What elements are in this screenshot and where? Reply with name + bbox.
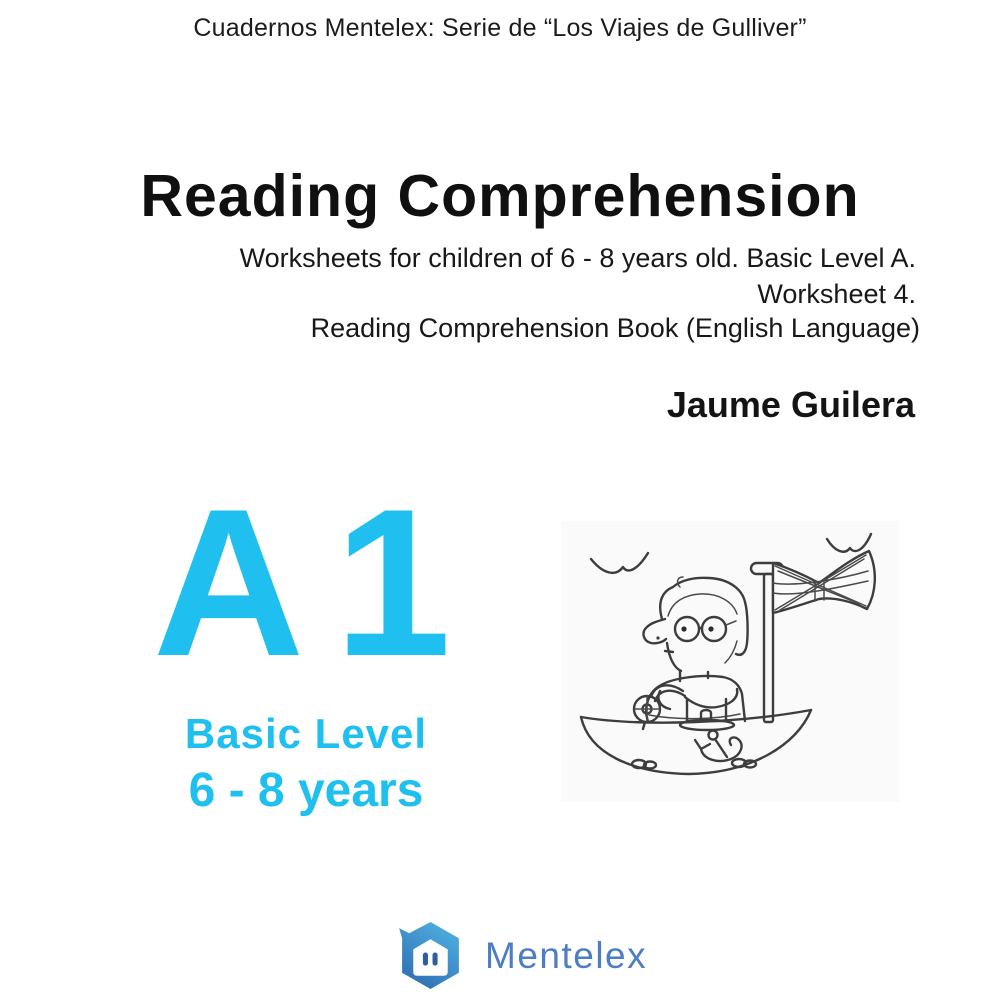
gulliver-boat-illustration: [561, 521, 899, 802]
hull-bumpers: [632, 759, 756, 769]
seagull-icon: [591, 553, 648, 573]
subtitle-line-1: Worksheets for children of 6 - 8 years old. Basic Level A.: [239, 243, 916, 273]
book-line: Reading Comprehension Book (English Language): [310, 313, 920, 343]
anchor-icon: [695, 731, 742, 761]
seagull-icon: [827, 534, 871, 552]
subtitle-block: [240, 240, 916, 312]
mentelex-hexagon-icon: [394, 919, 467, 992]
face: [644, 619, 666, 643]
hair: [660, 578, 747, 655]
age-range: 6 - 8 years: [188, 764, 424, 817]
glasses-icon: [702, 617, 726, 641]
level-label: Basic Level: [184, 710, 428, 757]
author-name: Jaume Guilera: [666, 384, 915, 425]
level-code: A1: [152, 465, 482, 700]
level-block: [128, 465, 484, 818]
subtitle-line-2: Worksheet 4.: [757, 279, 916, 309]
glasses-icon: [675, 617, 699, 641]
mentelex-logo: [394, 919, 647, 992]
brand-name: Mentelex: [485, 934, 648, 976]
series-header: Cuadernos Mentelex: Serie de “Los Viajes de Gulliver”: [193, 14, 807, 42]
gulliver-boat-drawing: [561, 521, 899, 802]
page-title: Reading Comprehension: [140, 163, 860, 229]
mast: [764, 574, 773, 722]
